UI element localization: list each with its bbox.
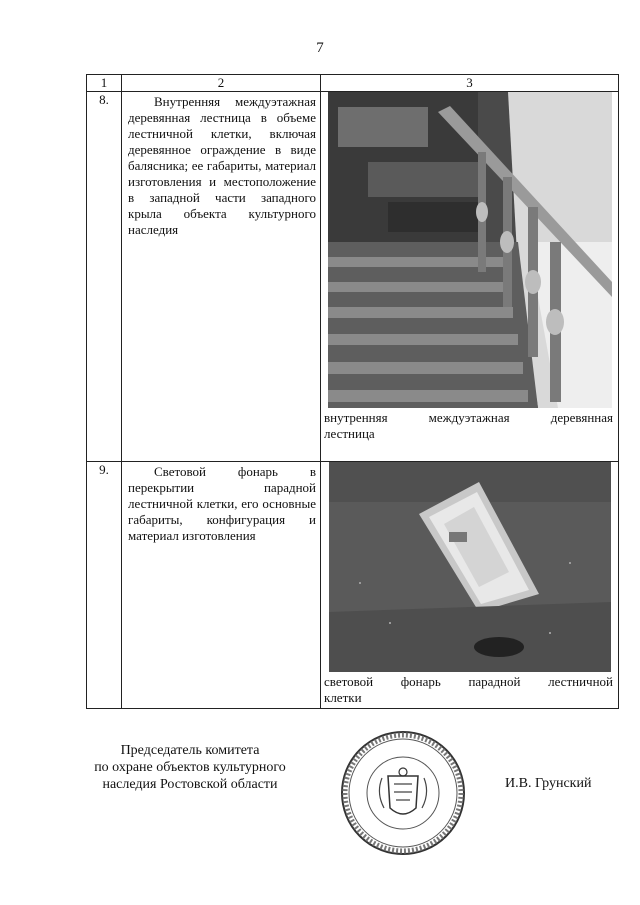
column-header-2: 2 — [122, 75, 321, 92]
signature-line-2: по охране объектов культурного — [94, 760, 286, 775]
photo-caption — [321, 672, 618, 706]
column-header-1: 1 — [87, 75, 122, 92]
table-header-row — [87, 75, 619, 92]
caption-line-2: лестница — [324, 426, 375, 441]
signature-title — [60, 742, 320, 793]
signature-line-3: наследия Ростовской области — [102, 777, 278, 792]
caption-line-1: световой фонарь парадной лестничной — [324, 674, 613, 689]
row-image-cell — [321, 92, 619, 462]
row-image-cell — [321, 462, 619, 709]
heritage-table — [86, 74, 619, 709]
table-row — [87, 92, 619, 462]
skylight-photo — [329, 462, 611, 672]
description-text: Световой фонарь в перекрытии парадной лестничной клетки, его основные габариты, конфигурация и материал изготовления — [128, 464, 316, 543]
row-number: 9. — [87, 462, 122, 709]
staircase-photo — [328, 92, 612, 408]
signature-line-1: Председатель комитета — [120, 743, 260, 758]
row-description — [122, 92, 321, 462]
signer-name: И.В. Грунский — [505, 776, 592, 791]
official-seal — [338, 728, 468, 858]
caption-line-1: внутренняя междуэтажная деревянная — [324, 410, 613, 425]
row-number: 8. — [87, 92, 122, 462]
row-description — [122, 462, 321, 709]
photo-caption — [321, 408, 618, 442]
page-number: 7 — [316, 40, 324, 56]
caption-line-2: клетки — [324, 690, 362, 705]
table-row — [87, 462, 619, 709]
description-text: Внутренняя междуэтажная деревянная лестница в объеме лестничной клетки, включая деревянное ограждение в виде балясника; ее габариты, материал изготовления и местоположение в западной части западного крыла объекта культурного наследия — [128, 94, 316, 237]
column-header-3: 3 — [321, 75, 619, 92]
